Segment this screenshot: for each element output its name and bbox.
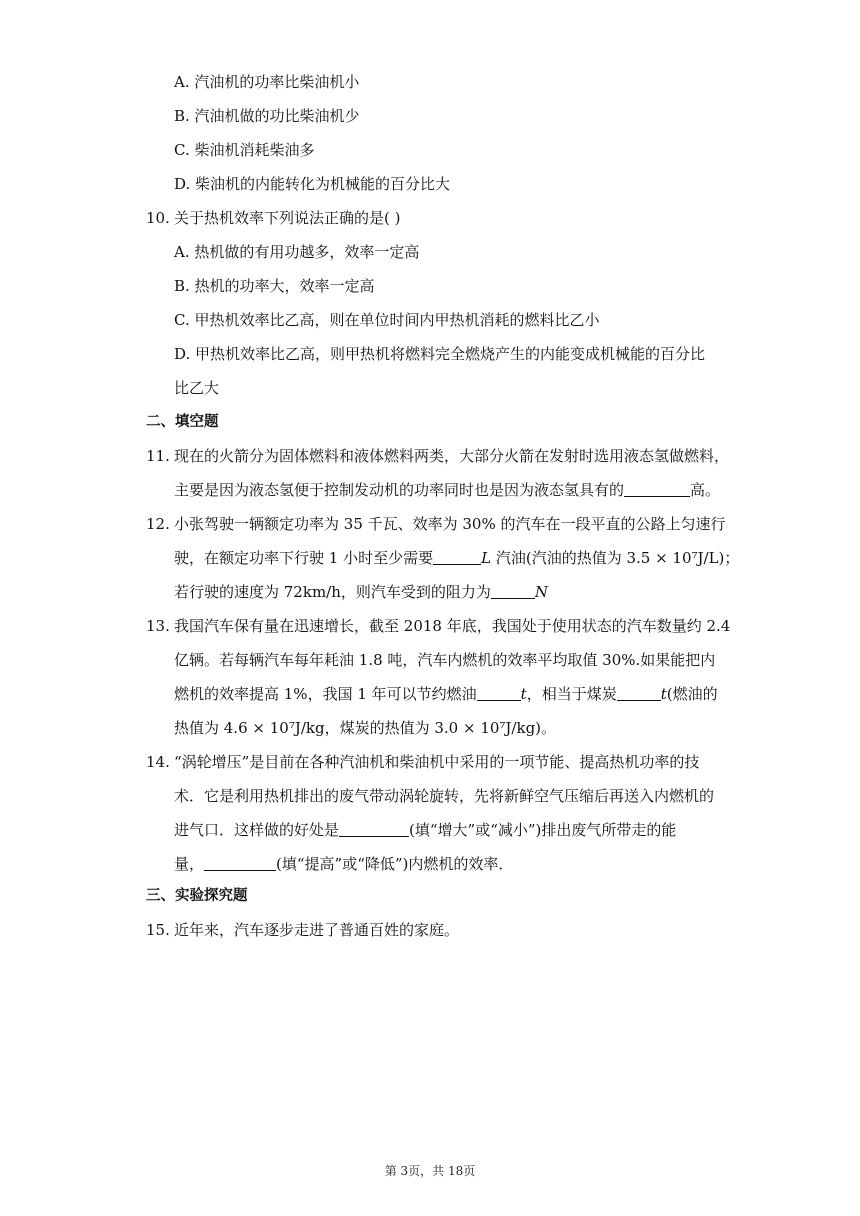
q9-option-a: A. 汽油机的功率比柴油机小 bbox=[174, 73, 360, 91]
q11-number: 11. bbox=[146, 447, 170, 465]
q12-line3 bbox=[174, 582, 548, 602]
section-heading-fill-in: 二、填空题 bbox=[146, 414, 219, 430]
q12-text-mid: 汽油(汽油的热值为 3.5 × 10⁷J/L)； bbox=[495, 549, 740, 567]
q12-line2 bbox=[174, 548, 739, 568]
q14-line2: 术．它是利用热机排出的废气带动涡轮旋转，先将新鲜空气压缩后再送入内燃机的 bbox=[174, 787, 715, 805]
q14-number: 14. bbox=[146, 753, 170, 771]
q12-text-2: 若行驶的速度为 72km/h，则汽车受到的阻力为 bbox=[174, 583, 491, 601]
q11-text: 主要是因为液态氢便于控制发动机的功率同时也是因为液态氢具有的 bbox=[174, 481, 625, 499]
q10-option-c: C. 甲热机效率比乙高，则在单位时间内甲热机消耗的燃料比乙小 bbox=[174, 311, 600, 329]
q14-text-end-2: (填“提高”或“降低”)内燃机的效率． bbox=[276, 855, 514, 873]
q13-line2: 亿辆。若每辆汽车每年耗油 1.8 吨，汽车内燃机的效率平均取值 30%.如果能把内 bbox=[174, 651, 716, 669]
q14-line3 bbox=[174, 820, 676, 840]
q14-line4 bbox=[174, 854, 513, 874]
q13-text-end: (燃油的 bbox=[666, 685, 718, 703]
section-heading-experiment: 三、实验探究题 bbox=[146, 888, 248, 904]
q10-option-b: B. 热机的功率大，效率一定高 bbox=[174, 277, 375, 295]
q11-text-end: 高。 bbox=[690, 481, 721, 499]
q13-line1: 我国汽车保有量在迅速增长，截至 2018 年底，我国处于使用状态的汽车数量约 2.4 bbox=[174, 617, 731, 635]
q13-text-mid: ，相当于煤炭 bbox=[526, 685, 617, 703]
q9-option-d: D. 柴油机的内能转化为机械能的百分比大 bbox=[174, 175, 451, 193]
q11-answer-blank[interactable] bbox=[624, 480, 690, 497]
q12-line1: 小张驾驶一辆额定功率为 35 千瓦、效率为 30% 的汽车在一段平直的公路上匀速行 bbox=[174, 515, 726, 533]
q14-line1: “涡轮增压”是目前在各种汽油机和柴油机中采用的一项节能、提高热机功率的技 bbox=[174, 753, 700, 771]
q12-text: 驶，在额定功率下行驶 1 小时至少需要 bbox=[174, 549, 434, 567]
q13-answer-blank-1[interactable] bbox=[477, 684, 521, 701]
q13-unit-t2: t bbox=[660, 685, 667, 703]
q13-number: 13. bbox=[146, 617, 170, 635]
q13-line4: 热值为 4.6 × 10⁷J/kg，煤炭的热值为 3.0 × 10⁷J/kg)。 bbox=[174, 719, 557, 737]
q11-line1: 现在的火箭分为固体燃料和液体燃料两类，大部分火箭在发射时选用液态氢做燃料， bbox=[174, 447, 730, 465]
q10-option-d: D. 甲热机效率比乙高，则甲热机将燃料完全燃烧产生的内能变成机械能的百分比 bbox=[174, 345, 706, 363]
q12-unit-l: L bbox=[481, 549, 492, 567]
q12-answer-blank-2[interactable] bbox=[491, 582, 535, 599]
q14-answer-blank-1[interactable] bbox=[339, 820, 409, 837]
q12-number: 12. bbox=[146, 515, 170, 533]
q13-answer-blank-2[interactable] bbox=[617, 684, 661, 701]
q12-unit-n: N bbox=[534, 583, 549, 601]
q10-number: 10. bbox=[146, 209, 170, 227]
q15-number: 15. bbox=[146, 921, 170, 939]
q10-option-a: A. 热机做的有用功越多，效率一定高 bbox=[174, 243, 420, 261]
page-footer: 第 3页，共 18页 bbox=[384, 1164, 476, 1178]
q9-option-b: B. 汽油机做的功比柴油机少 bbox=[174, 107, 360, 125]
q14-text-end: (填“增大”或“减小”)排出废气所带走的能 bbox=[409, 821, 677, 839]
q13-unit-t1: t bbox=[520, 685, 527, 703]
q13-text: 燃机的效率提高 1%，我国 1 年可以节约燃油 bbox=[174, 685, 477, 703]
q13-line3 bbox=[174, 684, 718, 704]
q9-option-c: C. 柴油机消耗柴油多 bbox=[174, 141, 315, 159]
q14-answer-blank-2[interactable] bbox=[204, 854, 276, 871]
q14-text-2: 量， bbox=[174, 855, 205, 873]
q11-line2 bbox=[174, 480, 720, 500]
q10-stem: 关于热机效率下列说法正确的是( ) bbox=[174, 209, 401, 227]
q15-stem: 近年来，汽车逐步走进了普通百姓的家庭。 bbox=[174, 921, 460, 939]
q12-answer-blank-1[interactable] bbox=[433, 548, 481, 565]
q14-text: 进气口．这样做的好处是 bbox=[174, 821, 340, 839]
q10-option-d-continued: 比乙大 bbox=[174, 379, 220, 397]
